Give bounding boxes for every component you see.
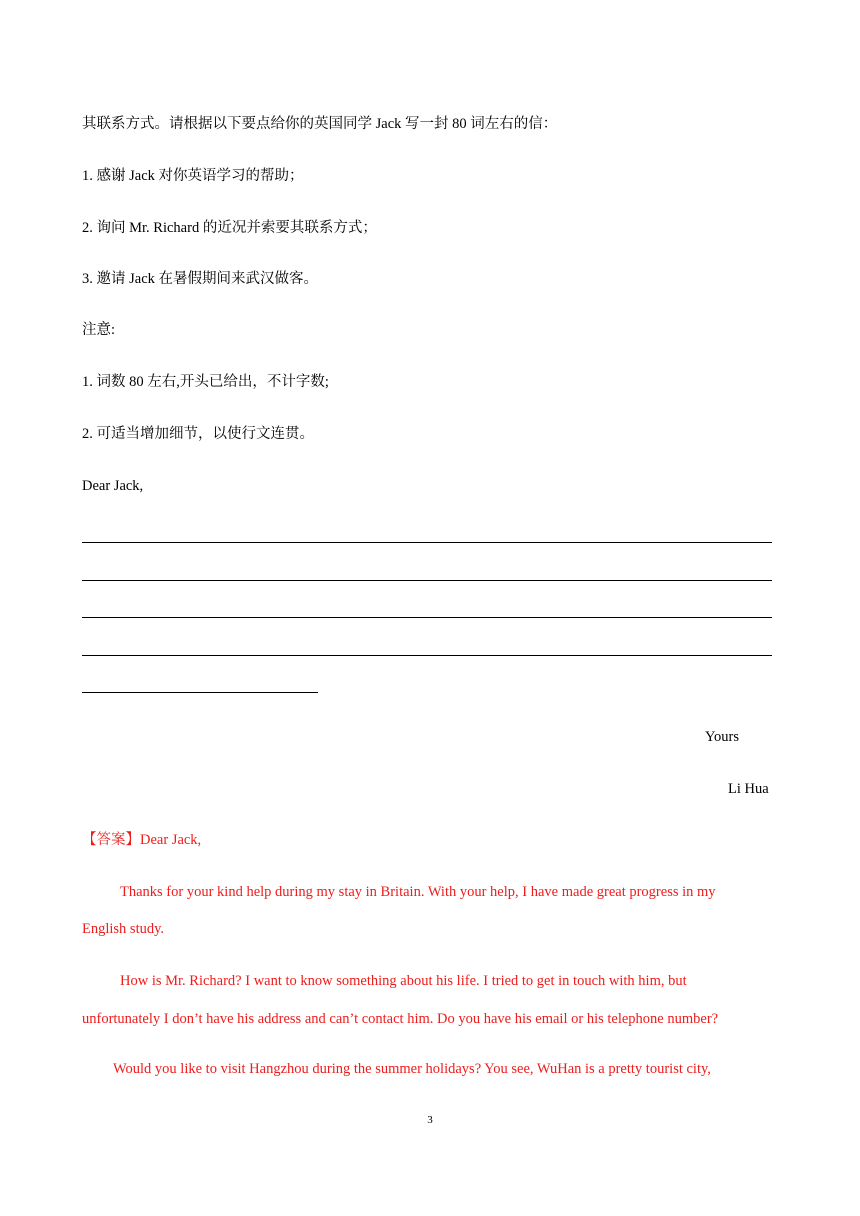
notes-label: 注意: xyxy=(82,322,116,338)
note-2: 2. 可适当增加细节，以使行文连贯。 xyxy=(82,426,314,442)
letter-signature: Li Hua xyxy=(728,781,769,797)
prompt-point-3: 3. 邀请 Jack 在暑假期间来武汉做客。 xyxy=(82,271,319,287)
note-1: 1. 词数 80 左右,开头已给出，不计字数; xyxy=(82,374,329,390)
answer-line-2: English study. xyxy=(82,921,165,937)
answer-line-4: unfortunately I don’t have his address and can’t contact him. Do you have his email or his telephone number? xyxy=(82,1011,719,1027)
letter-closing: Yours xyxy=(705,729,739,745)
letter-salutation: Dear Jack, xyxy=(82,478,144,494)
answer-line-1: Thanks for your kind help during my stay in Britain. With your help, I have made great progress in my xyxy=(120,884,716,900)
prompt-intro-tail: 其联系方式。请根据以下要点给你的英国同学 Jack 写一封 80 词左右的信： xyxy=(82,116,558,132)
answer-label: 【答案】Dear Jack, xyxy=(82,832,202,848)
prompt-point-1: 1. 感谢 Jack 对你英语学习的帮助； xyxy=(82,168,304,184)
writing-line-4 xyxy=(82,655,772,656)
writing-line-3 xyxy=(82,617,772,618)
answer-line-3: How is Mr. Richard? I want to know something about his life. I tried to get in touch with him, but xyxy=(120,973,687,989)
prompt-point-2: 2. 询问 Mr. Richard 的近况并索要其联系方式； xyxy=(82,220,377,236)
answer-line-5: Would you like to visit Hangzhou during the summer holidays? You see, WuHan is a pretty tourist city, xyxy=(113,1061,711,1077)
writing-line-5 xyxy=(82,692,318,693)
writing-line-2 xyxy=(82,580,772,581)
page-number: 3 xyxy=(427,1114,433,1126)
writing-line-1 xyxy=(82,542,772,543)
